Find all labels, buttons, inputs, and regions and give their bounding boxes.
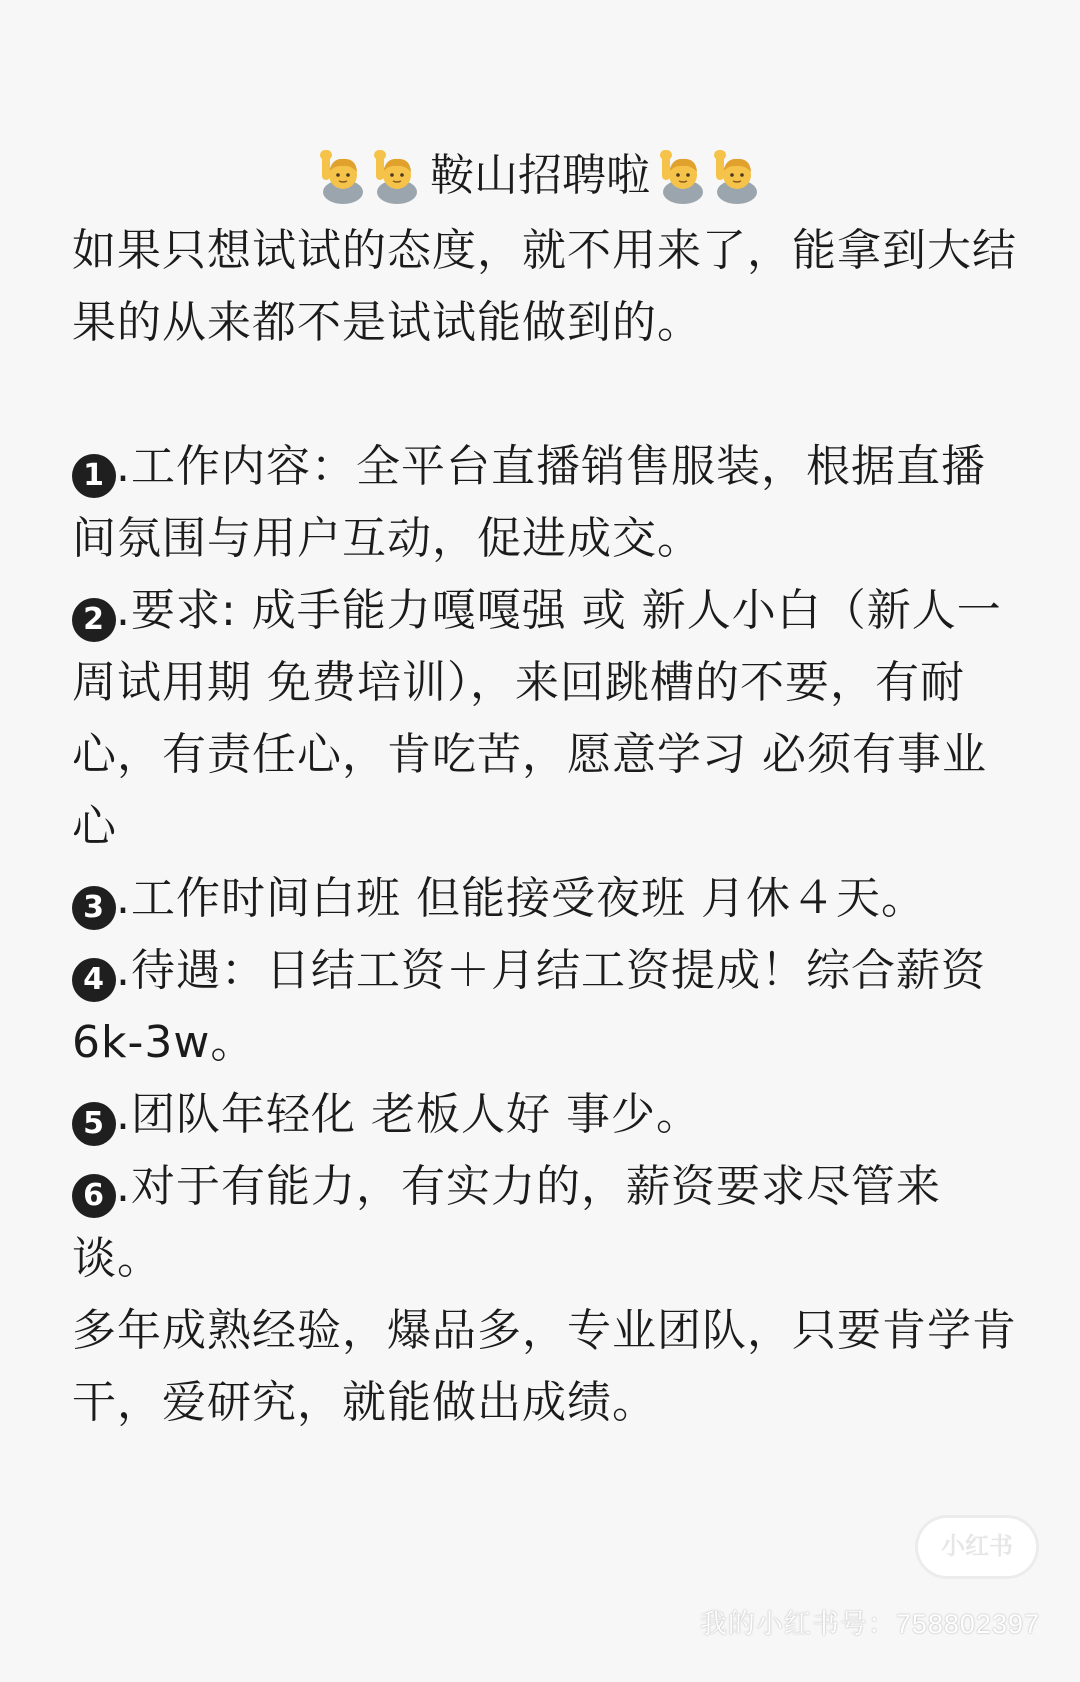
raising-hand-emoji-icon <box>372 148 422 204</box>
raising-hand-emoji-icon <box>318 148 368 204</box>
intro-paragraph: 如果只想试试的态度，就不用来了，能拿到大结果的从来都不是试试能做到的。 <box>72 225 1017 348</box>
title-text: 鞍山招聘啦 <box>430 150 650 201</box>
list-item-text: .待遇：日结工资＋月结工资提成！综合薪资 6k-3w。 <box>72 945 986 1068</box>
paragraph-spacer <box>72 359 1022 431</box>
number-badge-icon: 5 <box>72 1102 116 1146</box>
number-badge-icon: 3 <box>72 886 116 930</box>
raising-hand-emoji-icon <box>712 148 762 204</box>
list-item-text: .要求: 成手能力嘎嘎强 或 新人小白（新人一周试用期 免费培训），来回跳槽的不要，有耐心，有责任心，肯吃苦，愿意学习 必须有事业心 <box>72 585 1002 852</box>
list-item <box>72 1151 1022 1295</box>
list-item-text: .工作内容：全平台直播销售服装，根据直播间氛围与用户互动，促进成交。 <box>72 441 986 564</box>
closing-paragraph: 多年成熟经验，爆品多，专业团队，只要肯学肯干，爱研究，就能做出成绩。 <box>72 1305 1017 1428</box>
list-item <box>72 863 1022 935</box>
number-badge-icon: 6 <box>72 1174 116 1218</box>
list-item <box>72 935 1022 1079</box>
number-badge-icon: 2 <box>72 598 116 642</box>
list-item-text: .工作时间白班 但能接受夜班 月休４天。 <box>116 873 926 924</box>
post-body <box>72 215 1022 1439</box>
list-item <box>72 431 1022 575</box>
list-item <box>72 575 1022 863</box>
list-item-text: .对于有能力，有实力的，薪资要求尽管来谈。 <box>72 1161 941 1284</box>
number-badge-icon: 4 <box>72 958 116 1002</box>
list-item <box>72 1079 1022 1151</box>
xiaohongshu-logo-watermark: 小红书 <box>918 1518 1036 1576</box>
raising-hand-emoji-icon <box>658 148 708 204</box>
account-id-watermark: 我的小红书号：758802397 <box>699 1609 1040 1639</box>
post-title <box>0 140 1080 212</box>
number-badge-icon: 1 <box>72 454 116 498</box>
list-item-text: .团队年轻化 老板人好 事少。 <box>116 1089 701 1140</box>
